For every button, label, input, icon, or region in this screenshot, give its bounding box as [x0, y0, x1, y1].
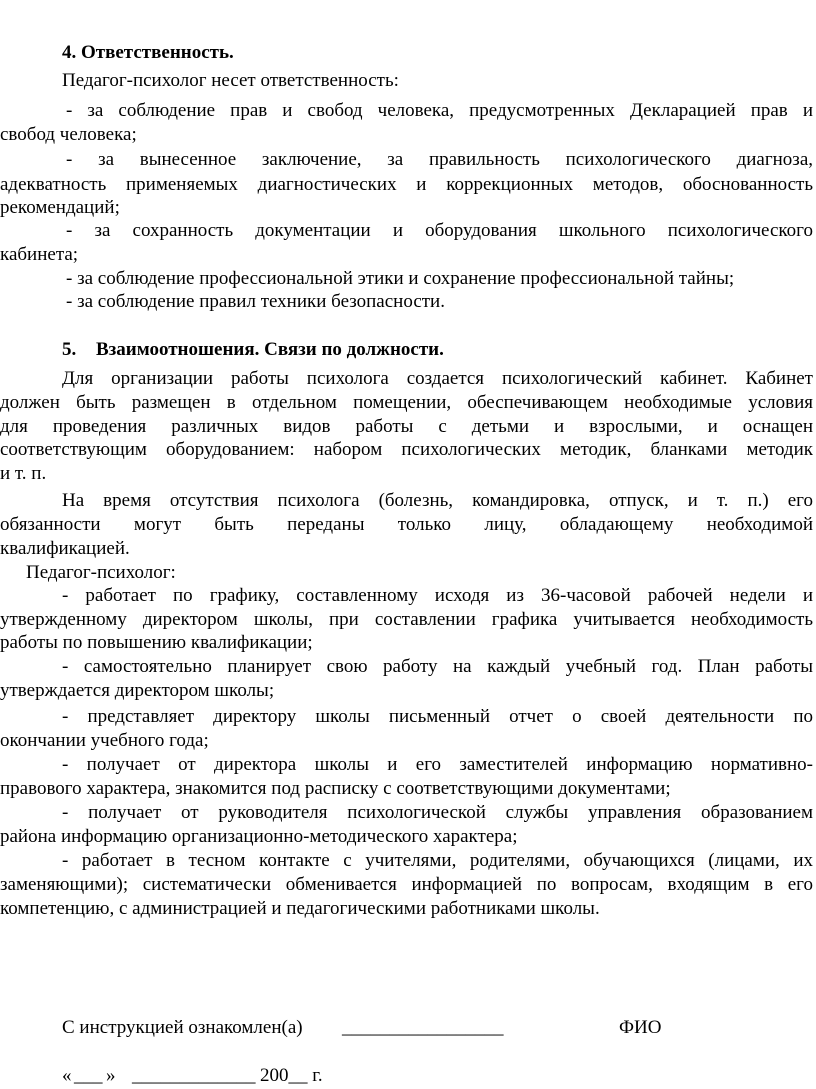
section-4-heading: 4. Ответственность. — [62, 42, 234, 63]
duty-3-line-2: окончании учебного года; — [0, 730, 209, 751]
date-year: 200__ г. — [260, 1065, 323, 1086]
date-open-quote: « — [62, 1065, 72, 1086]
duty-5-line-1: - получает от руководителя психологической службы управления образованием — [62, 802, 813, 823]
responsibility-item-5: - за соблюдение правил техники безопасности. — [66, 291, 445, 312]
section-5-para-2-line-2: обязанности могут быть переданы только лицу, обладающему необходимой — [0, 514, 813, 535]
duty-6-line-1: - работает в тесном контакте с учителями, родителями, обучающихся (лицами, их — [62, 850, 813, 871]
fio-label: ФИО — [619, 1017, 662, 1038]
signature-blank: _________________ — [342, 1017, 504, 1038]
duty-2-line-2: утверждается директором школы; — [0, 680, 275, 701]
duty-1-line-1: - работает по графику, составленному исходя из 36-часовой рабочей недели и — [62, 585, 813, 606]
duty-4-line-2: правового характера, знакомится под расписку с соответствующими документами; — [0, 778, 671, 799]
duty-1-line-2: утвержденному директором школы, при составлении графика учитывается необходимость — [0, 609, 813, 630]
section-4-intro: Педагог-психолог несет ответственность: — [62, 70, 399, 91]
duty-4-line-1: - получает от директора школы и его заместителей информацию нормативно- — [62, 754, 813, 775]
duty-5-line-2: района информацию организационно-методического характера; — [0, 826, 518, 847]
duty-6-line-2: заменяющими); систематически обменивается информацией по вопросам, входящим в его — [0, 874, 813, 895]
section-5-para-2-line-3: квалификацией. — [0, 538, 130, 559]
responsibility-item-1-line-1: - за соблюдение прав и свобод человека, предусмотренных Декларацией прав и — [66, 100, 813, 121]
section-5-para-1-line-3: для проведения различных видов работы с детьми и взрослыми, и оснащен — [0, 416, 813, 437]
duty-2-line-1: - самостоятельно планирует свою работу на каждый учебный год. План работы — [62, 656, 813, 677]
section-5-para-1-line-1: Для организации работы психолога создается психологический кабинет. Кабинет — [62, 368, 813, 389]
responsibility-item-3-line-2: кабинета; — [0, 244, 79, 265]
date-day-blank: ___ — [74, 1065, 103, 1086]
duty-3-line-1: - представляет директору школы письменный отчет о своей деятельности по — [62, 706, 813, 727]
signature-label: С инструкцией ознакомлен(а) — [62, 1017, 303, 1038]
responsibility-item-3-line-1: - за сохранность документации и оборудования школьного психологического — [66, 220, 813, 241]
responsibility-item-2-line-1: - за вынесенное заключение, за правильность психологического диагноза, — [66, 149, 813, 170]
responsibility-item-1-line-2: свобод человека; — [0, 124, 137, 145]
section-5-para-1-line-2: должен быть размещен в отдельном помещении, обеспечивающем необходимые условия — [0, 392, 813, 413]
section-5-intro-2: Педагог-психолог: — [26, 562, 176, 583]
date-close-quote: » — [106, 1065, 116, 1086]
duty-6-line-3: компетенцию, с администрацией и педагогическими работниками школы. — [0, 898, 600, 919]
section-5-number: 5. — [62, 339, 77, 360]
section-5-para-2-line-1: На время отсутствия психолога (болезнь, командировка, отпуск, и т. п.) его — [62, 490, 813, 511]
responsibility-item-4: - за соблюдение профессиональной этики и сохранение профессиональной тайны; — [66, 268, 735, 289]
section-5-para-1-line-5: и т. п. — [0, 463, 47, 484]
date-month-blank: _____________ — [132, 1065, 256, 1086]
section-5-para-1-line-4: соответствующим оборудованием: набором психологических методик, бланками методик — [0, 439, 813, 460]
duty-1-line-3: работы по повышению квалификации; — [0, 632, 313, 653]
responsibility-item-2-line-2: адекватность применяемых диагностических и коррекционных методов, обоснованность — [0, 174, 813, 195]
responsibility-item-2-line-3: рекомендаций; — [0, 197, 120, 218]
section-5-heading: Взаимоотношения. Связи по должности. — [96, 339, 444, 360]
